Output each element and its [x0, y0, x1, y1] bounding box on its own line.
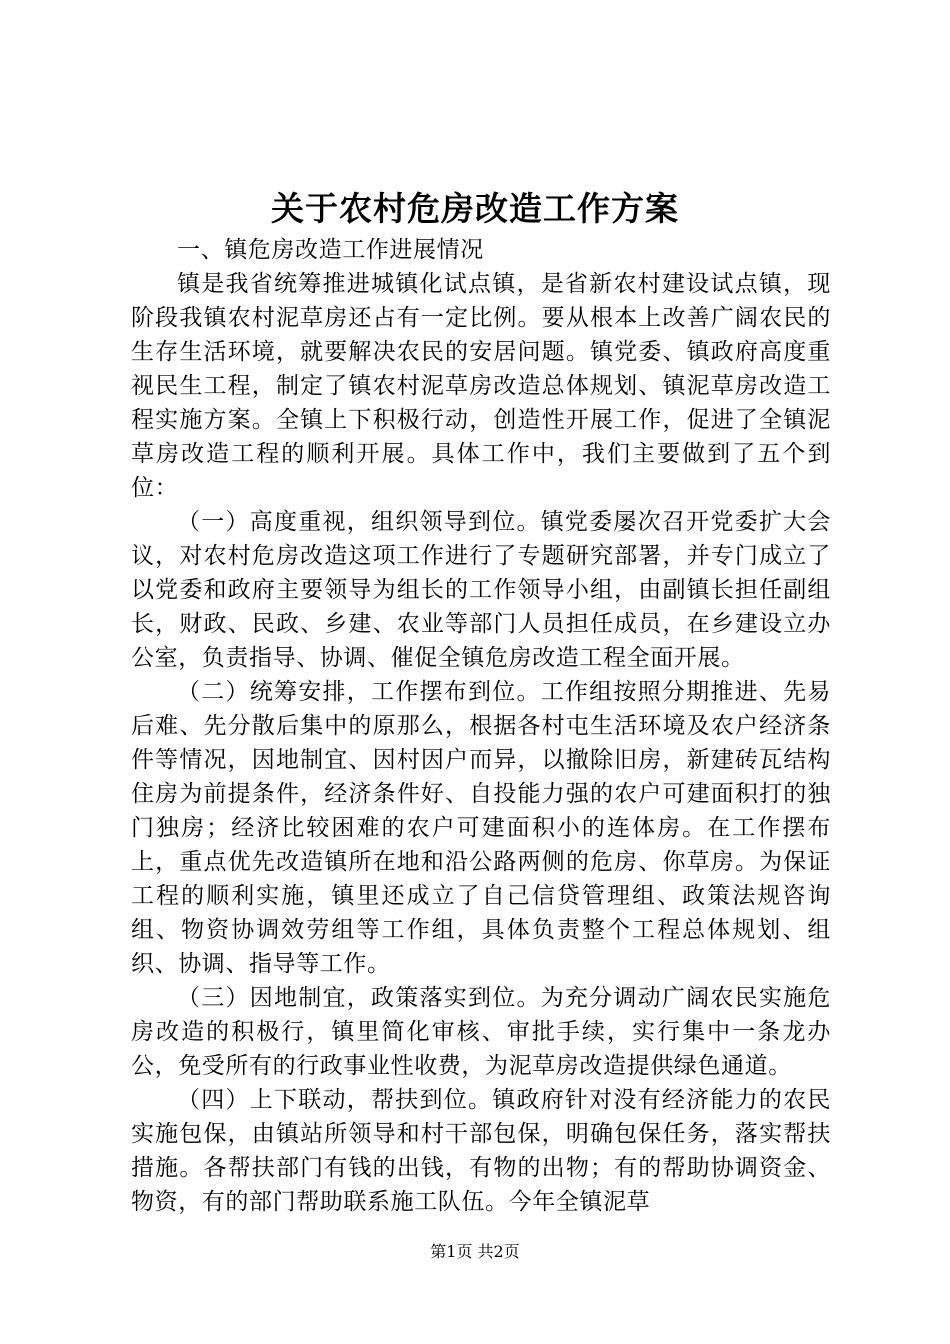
- page-number-footer: 第1页 共2页: [430, 1242, 520, 1261]
- paragraph-intro: 镇是我省统筹推进城镇化试点镇，是省新农村建设试点镇，现阶段我镇农村泥草房还占有一定比例。要从根本上改善广阔农民的生存生活环境，就要解决农民的安居问题。镇党委、镇政府高度重视民生工程，制定了镇农村泥草房改造总体规划、镇泥草房改造工程实施方案。全镇上下积极行动，创造性开展工作，促进了全镇泥草房改造工程的顺利开展。具体工作中，我们主要做到了五个到位：: [131, 271, 831, 501]
- paragraph-item-4: （四）上下联动，帮扶到位。镇政府针对没有经济能力的农民实施包保，由镇站所领导和村干部包保，明确包保任务，落实帮扶措施。各帮扶部门有钱的出钱，有物的出物；有的帮助协调资金、物资，有的部门帮助联系施工队伍。今年全镇泥草: [131, 1087, 831, 1215]
- paragraph-item-3: （三）因地制宜，政策落实到位。为充分调动广阔农民实施危房改造的积极行，镇里简化审核、审批手续，实行集中一条龙办公，免受所有的行政事业性收费，为泥草房改造提供绿色通道。: [131, 985, 831, 1079]
- document-title: 关于农村危房改造工作方案: [271, 189, 679, 228]
- section-heading: 一、镇危房改造工作进展情况: [177, 237, 484, 263]
- paragraph-item-1: （一）高度重视，组织领导到位。镇党委屡次召开党委扩大会议，对农村危房改造这项工作进行了专题研究部署，并专门成立了以党委和政府主要领导为组长的工作领导小组，由副镇长担任副组长，财政、民政、乡建、农业等部门人员担任成员，在乡建设立办公室，负责指导、协调、催促全镇危房改造工程全面开展。: [131, 509, 831, 671]
- document-body: [131, 233, 831, 1219]
- paragraph-item-2: （二）统筹安排，工作摆布到位。工作组按照分期推进、先易后难、先分散后集中的原那么，根据各村屯生活环境及农户经济条件等情况，因地制宜、因村因户而异，以撤除旧房，新建砖瓦结构住房为前提条件，经济条件好、自投能力强的农户可建面积打的独门独房；经济比较困难的农户可建面积小的连体房。在工作摆布上，重点优先改造镇所在地和沿公路两侧的危房、你草房。为保证工程的顺利实施，镇里还成立了自己信贷管理组、政策法规咨询组、物资协调效劳组等工作组，具体负责整个工程总体规划、组织、协调、指导等工作。: [131, 679, 831, 977]
